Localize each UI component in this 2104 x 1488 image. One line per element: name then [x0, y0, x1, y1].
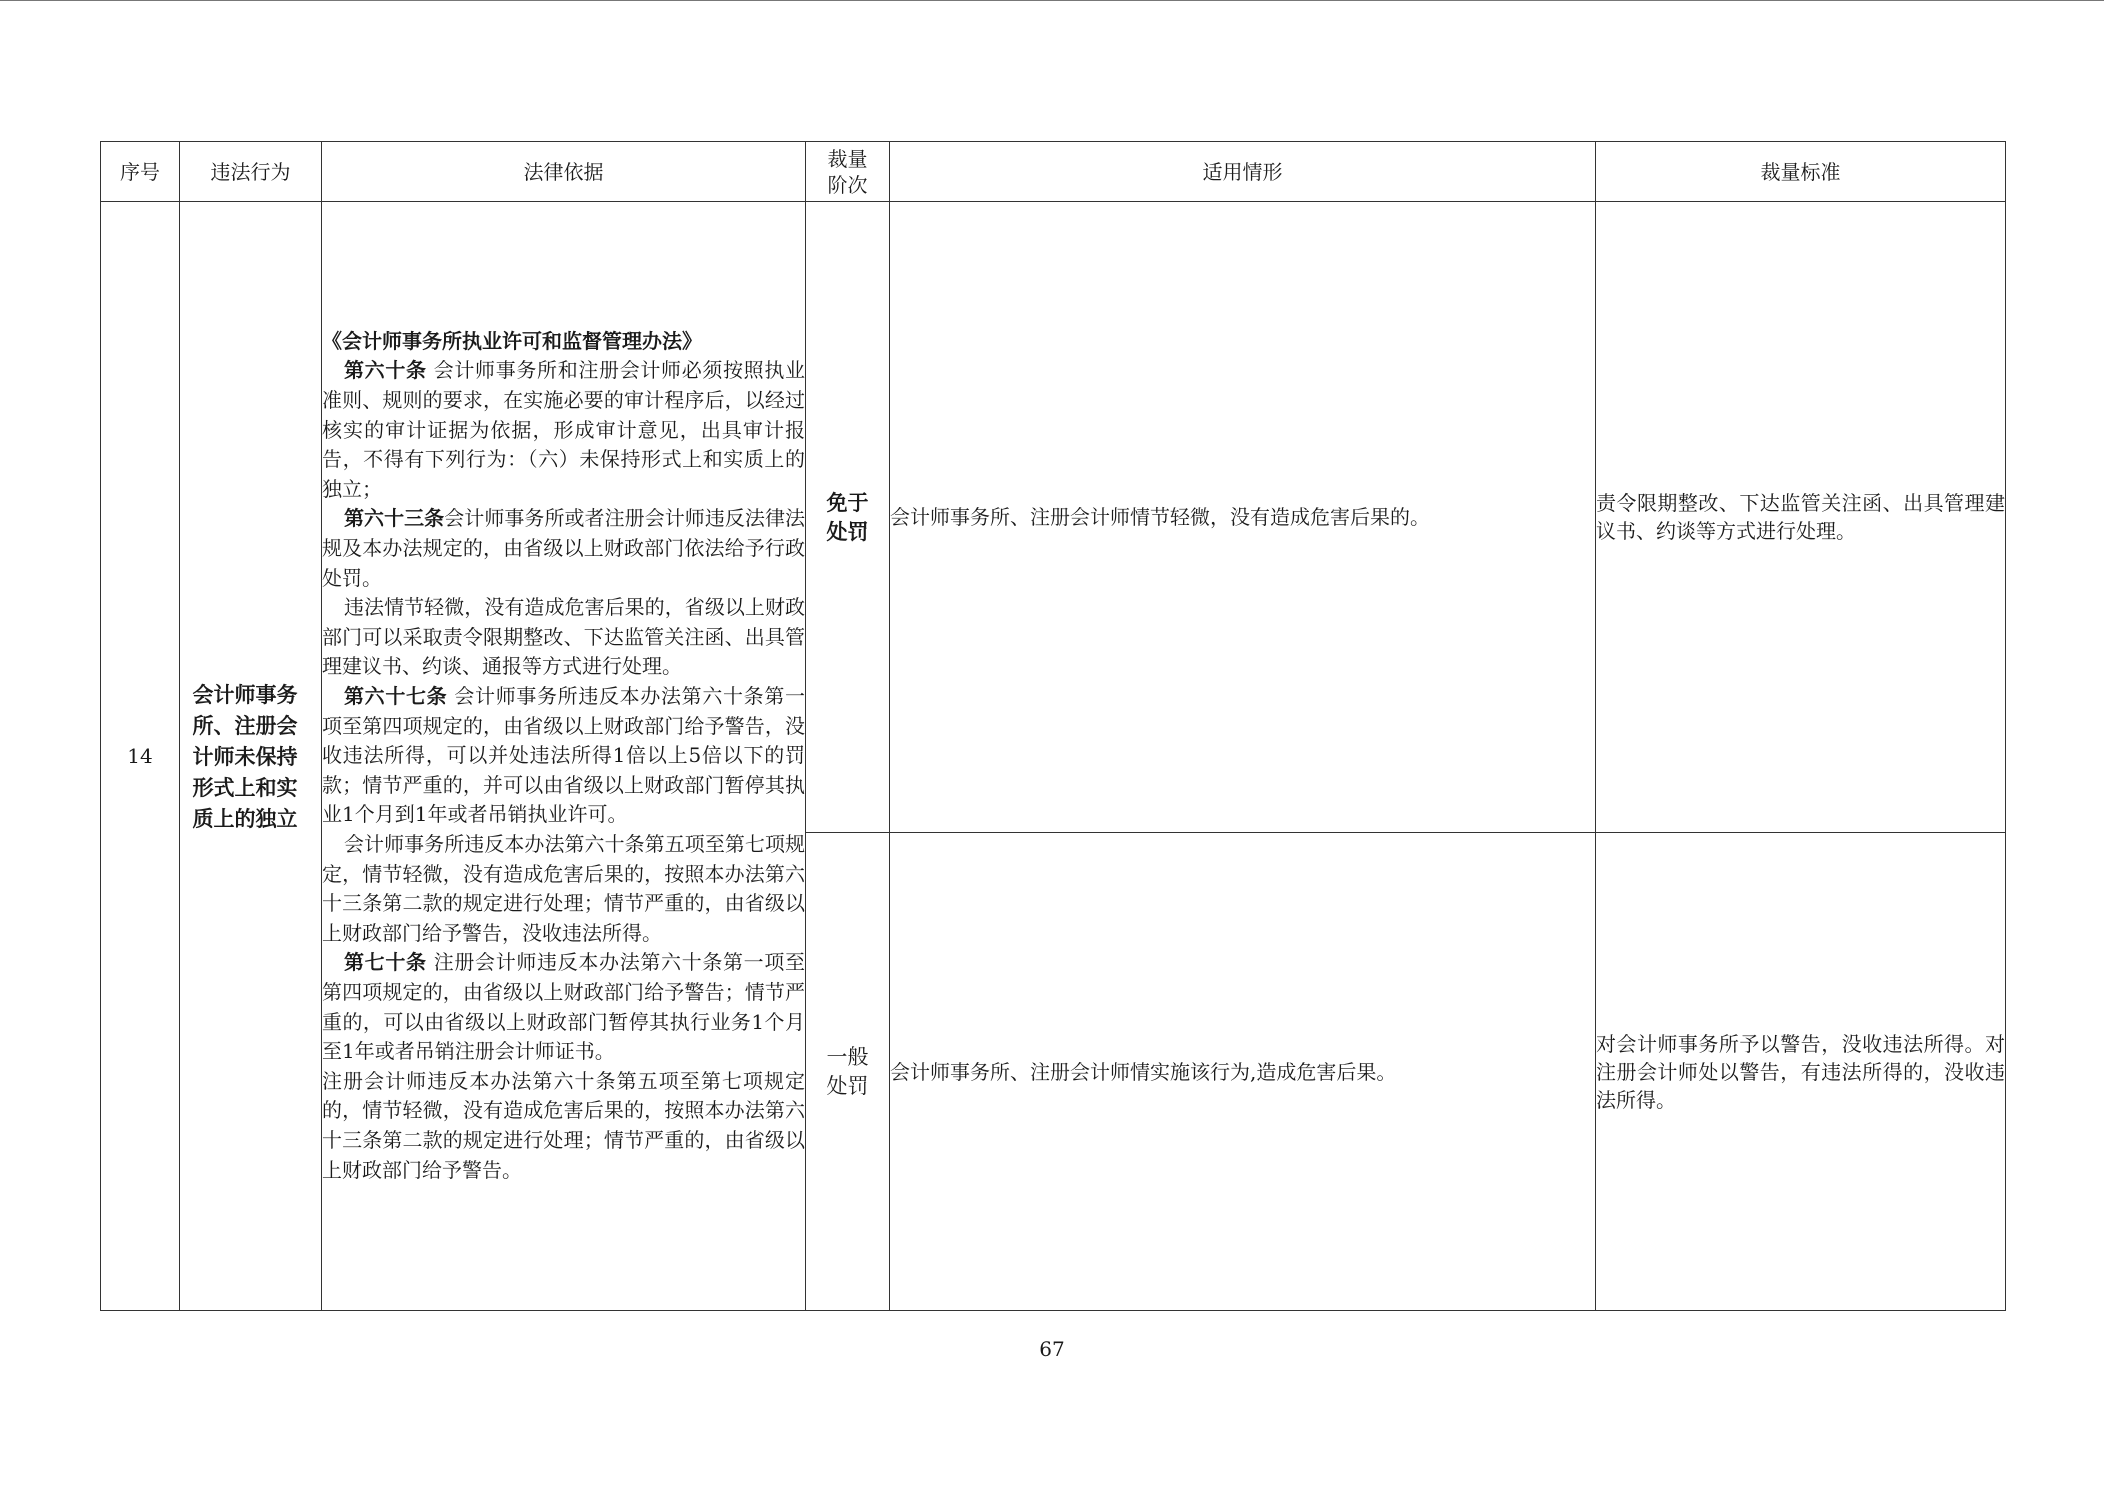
situation-exempt: 会计师事务所、注册会计师情节轻微，没有造成危害后果的。	[890, 202, 1596, 833]
article-60-text: 会计师事务所和注册会计师必须按照执业准则、规则的要求，在实施必要的审计程序后，以经过核实的审计证据为依据，形成审计意见，出具审计报告，不得有下列行为：（六）未保持形式上和实质上的独立；	[322, 358, 806, 501]
article-60	[322, 356, 805, 504]
level-exempt-line1: 免于	[826, 490, 869, 515]
article-70-text: 注册会计师违反本办法第六十条第一项至第四项规定的，由省级以上财政部门给予警告；情节严重的，可以由省级以上财政部门暂停其执行业务1个月至1年或者吊销注册会计师证书。	[322, 950, 806, 1064]
table-header-row	[101, 142, 2006, 202]
level-general	[806, 833, 890, 1311]
article-63-para2: 违法情节轻微，没有造成危害后果的，省级以上财政部门可以采取责令限期整改、下达监管关注函、出具管理建议书、约谈、通报等方式进行处理。	[322, 595, 805, 679]
article-70-para2: 注册会计师违反本办法第六十条第五项至第七项规定的，情节轻微，没有造成危害后果的，按照本办法第六十三条第二款的规定进行处理；情节严重的，由省级以上财政部门给予警告。	[322, 1068, 805, 1182]
header-legal-basis: 法律依据	[322, 142, 806, 202]
law-title: 《会计师事务所执业许可和监督管理办法》	[322, 328, 702, 353]
violation-cell	[180, 202, 322, 1311]
standard-exempt: 责令限期整改、下达监管关注函、出具管理建议书、约谈等方式进行处理。	[1596, 202, 2006, 833]
article-70	[322, 948, 805, 1066]
violation-text: 会计师事务所、注册会计师未保持形式上和实质上的独立	[192, 681, 298, 831]
header-situation: 适用情形	[890, 142, 1596, 202]
discretion-standard-table	[100, 141, 2006, 1311]
situation-general: 会计师事务所、注册会计师情实施该行为,造成危害后果。	[890, 833, 1596, 1311]
table-row	[101, 202, 2006, 833]
level-exempt	[806, 202, 890, 833]
article-63	[322, 504, 805, 593]
row-seq: 14	[101, 202, 180, 1311]
article-67-label: 第六十七条	[344, 684, 448, 709]
article-70-label: 第七十条	[344, 950, 427, 975]
level-general-line1: 一般	[826, 1044, 869, 1069]
level-general-line2: 处罚	[826, 1073, 869, 1098]
article-67-text: 会计师事务所违反本办法第六十条第一项至第四项规定的，由省级以上财政部门给予警告，没收违法所得，可以并处违法所得1倍以上5倍以下的罚款；情节严重的，并可以由省级以上财政部门暂停其执业1个月到1年或者吊销执业许可。	[322, 684, 806, 827]
standard-general: 对会计师事务所予以警告，没收违法所得。对注册会计师处以警告，有违法所得的，没收违法所得。	[1596, 833, 2006, 1311]
article-63-label: 第六十三条	[344, 506, 445, 531]
page-number: 67	[1039, 1337, 1065, 1361]
level-exempt-line2: 处罚	[826, 519, 869, 544]
header-level-line2: 阶次	[827, 172, 868, 197]
article-63-text: 会计师事务所或者注册会计师违反法律法规及本办法规定的，由省级以上财政部门依法给予行政处罚。	[322, 506, 806, 590]
header-level-line1: 裁量	[827, 146, 868, 171]
article-60-label: 第六十条	[344, 358, 427, 383]
article-67-para2: 会计师事务所违反本办法第六十条第五项至第七项规定，情节轻微，没有造成危害后果的，按照本办法第六十三条第二款的规定进行处理；情节严重的，由省级以上财政部门给予警告，没收违法所得。	[322, 831, 805, 945]
header-seq: 序号	[101, 142, 180, 202]
article-67	[322, 682, 805, 830]
header-violation: 违法行为	[180, 142, 322, 202]
header-standard: 裁量标准	[1596, 142, 2006, 202]
top-border-line	[0, 0, 2104, 1]
header-level	[806, 142, 890, 202]
legal-basis-cell	[322, 202, 806, 1311]
